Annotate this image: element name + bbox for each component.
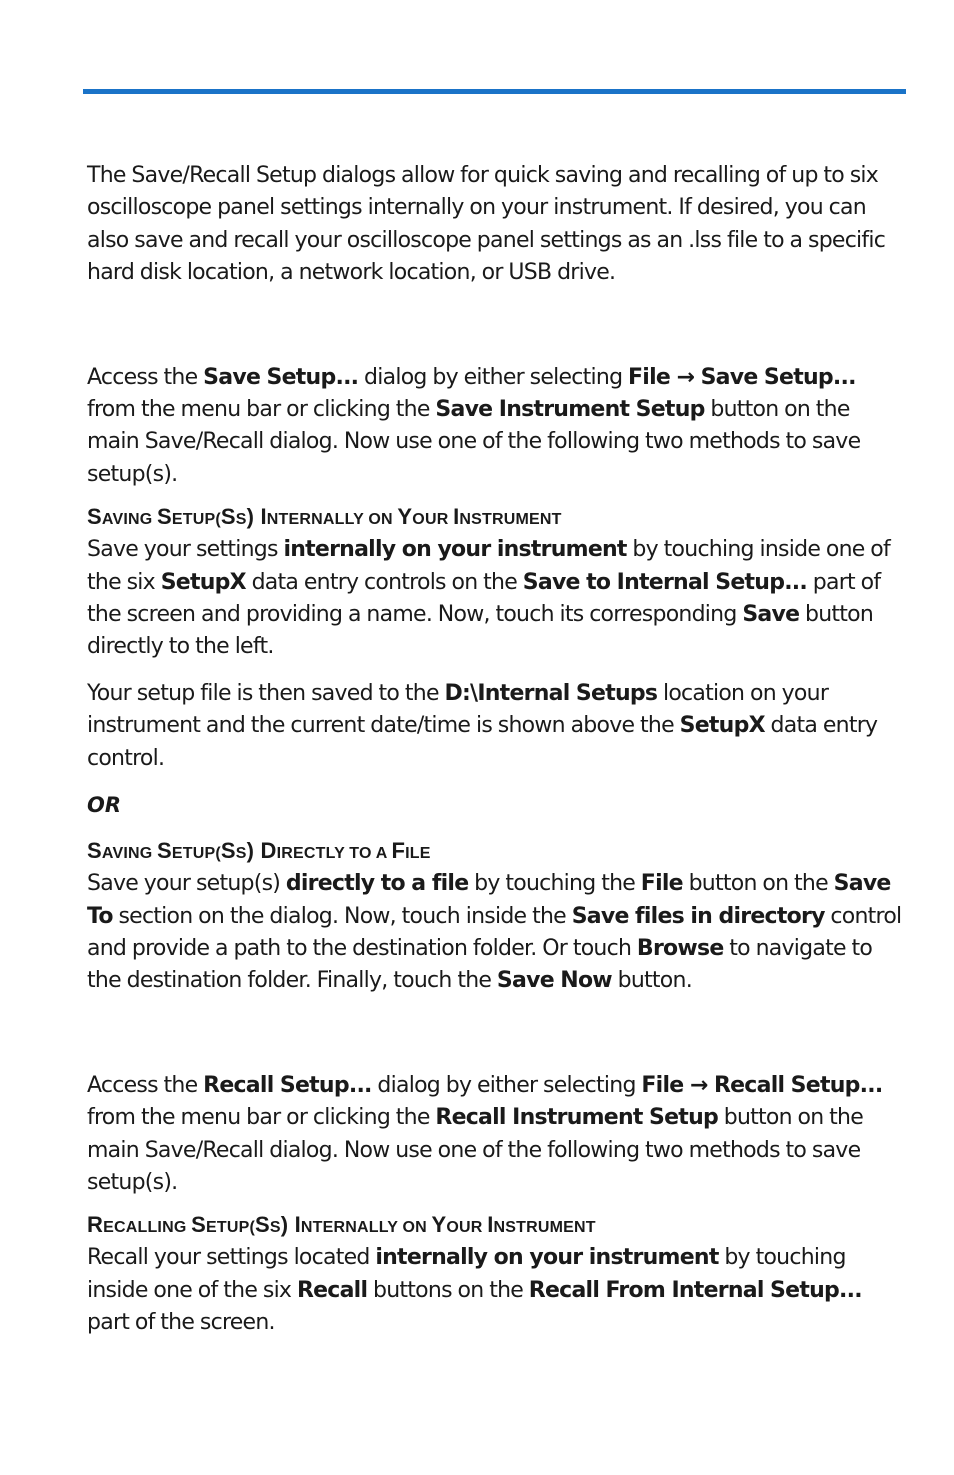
intro-paragraph: The Save/Recall Setup dialogs allow for quick saving and recalling of up to six oscilloscope panel settings internally on your instrument. If desired, you can also save and recall your oscilloscope panel settings as an .lss file to a specific hard disk location, a network location, or USB drive.	[87, 163, 886, 286]
save-access-paragraph: Access the Save Setup... dialog by either selecting File → Save Setup... from the menu bar or clicking the Save Instrument Setup button on the main Save/Recall dialog. Now use one of the following two methods to save setup(s).	[87, 364, 861, 487]
internal-paragraph-1: Save your settings internally on your instrument by touching inside one of the six SetupX data entry controls on the Save to Internal Setup... part of the screen and providing a name. Now, touch its corresponding Save button directly to the left.	[87, 537, 890, 660]
header-rule	[83, 89, 906, 94]
heading-recalling-internally: RECALLING SETUP(SS) INTERNALLY ON YOUR INSTRUMENT	[87, 1212, 596, 1238]
recall-access-paragraph: Access the Recall Setup... dialog by either selecting File → Recall Setup... from the menu bar or clicking the Recall Instrument Setup button on the main Save/Recall dialog. Now use one of the following two methods to save setup(s).	[87, 1072, 883, 1195]
internal-paragraph-2: Your setup file is then saved to the D:\Internal Setups location on your instrument and the current date/time is shown above the SetupX data entry control.	[87, 680, 878, 771]
file-paragraph: Save your setup(s) directly to a file by touching the File button on the Save To section on the dialog. Now, touch inside the Save files in directory control and provide a path to the destination folder. Or touch Browse to navigate to the destination folder. Finally, touch the Save Now button.	[87, 871, 902, 994]
heading-saving-to-file: SAVING SETUP(SS) DIRECTLY TO A FILE	[87, 838, 431, 864]
heading-saving-internally: SAVING SETUP(SS) INTERNALLY ON YOUR INSTRUMENT	[87, 504, 562, 530]
or-label: OR	[87, 793, 122, 818]
page-content	[87, 160, 902, 1340]
recall-paragraph: Recall your settings located internally on your instrument by touching inside one of the six Recall buttons on the Recall From Internal Setup... part of the screen.	[87, 1245, 862, 1336]
